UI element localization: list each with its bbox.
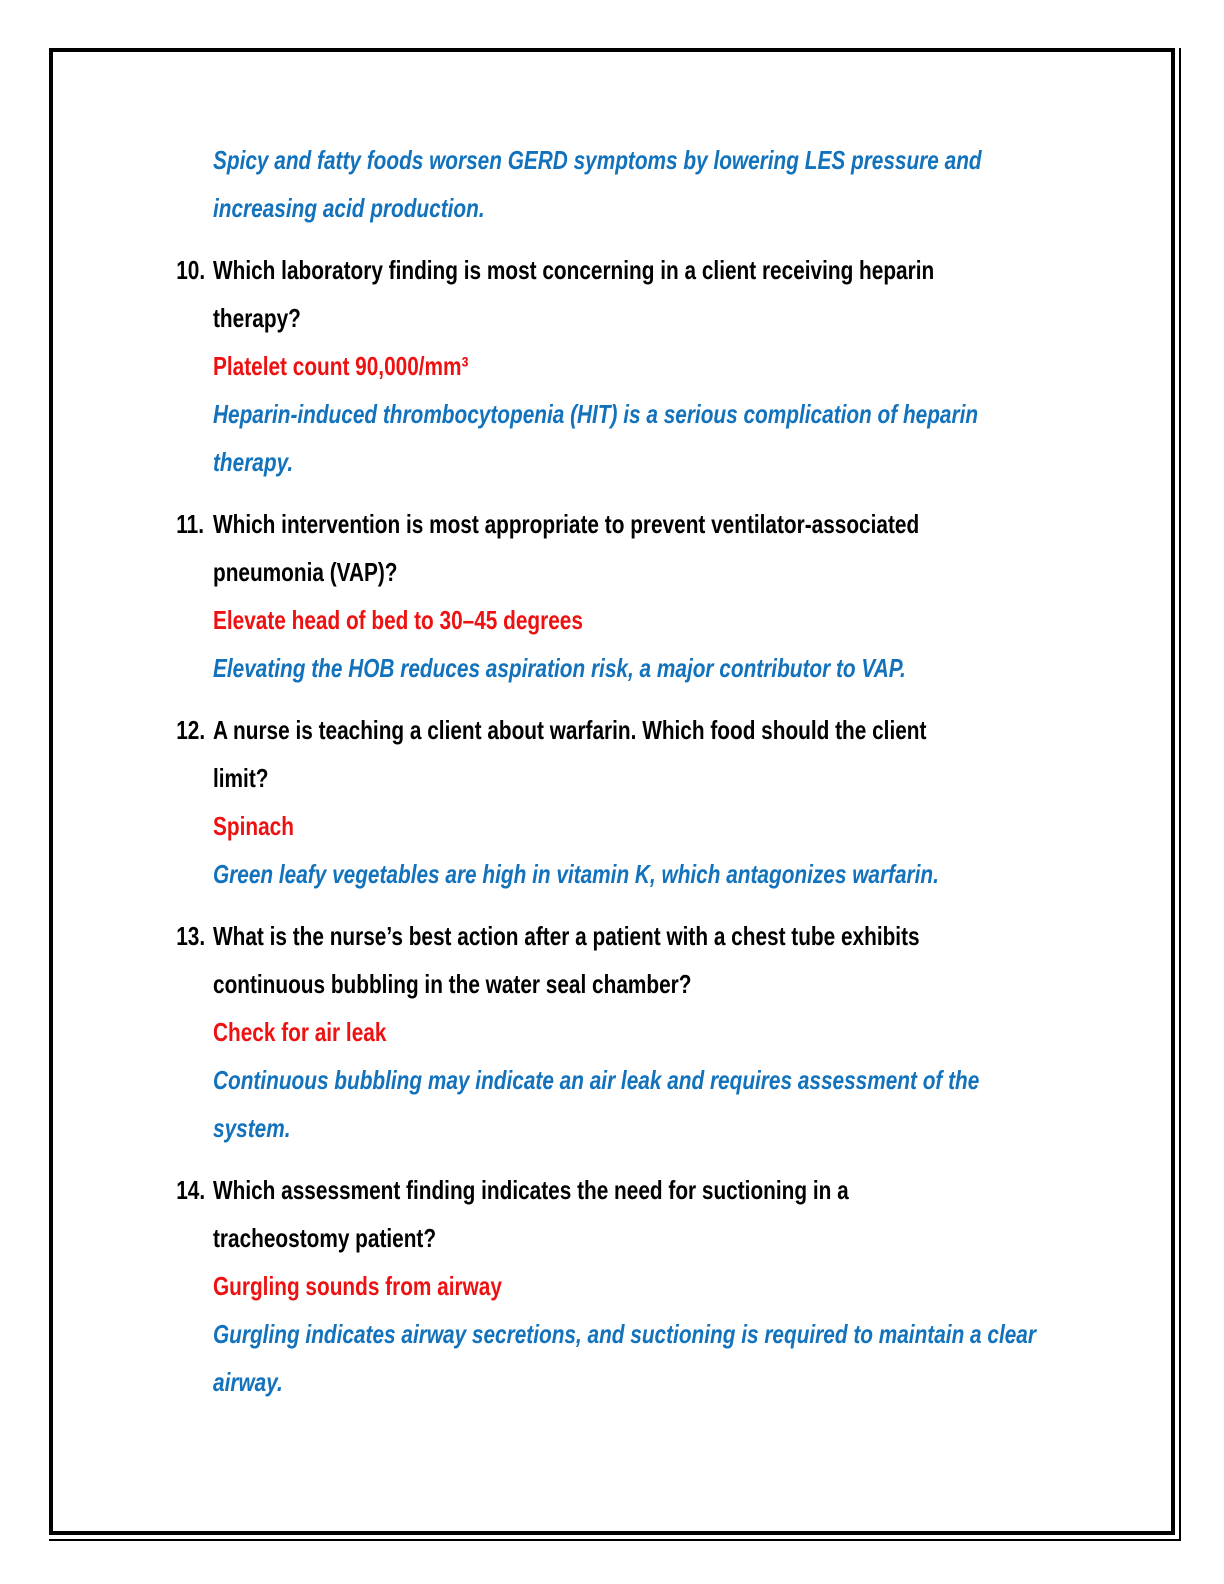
answer-line: Elevate head of bed to 30–45 degrees bbox=[213, 605, 583, 635]
question-line: limit? bbox=[213, 763, 269, 793]
question-text: Which laboratory finding is most concerning in a client receiving heparin bbox=[213, 255, 935, 285]
rationale-line: increasing acid production. bbox=[213, 193, 485, 223]
question-line bbox=[176, 706, 927, 754]
question-text: What is the nurse’s best action after a patient with a chest tube exhibits bbox=[213, 921, 920, 951]
answer-line: Platelet count 90,000/mm³ bbox=[213, 351, 469, 381]
question-text: A nurse is teaching a client about warfarin. Which food should the client bbox=[213, 715, 927, 745]
rationale-line: Spicy and fatty foods worsen GERD symptoms by lowering LES pressure and bbox=[213, 145, 982, 175]
question-number: 13. bbox=[176, 921, 206, 951]
question-line: tracheostomy patient? bbox=[213, 1223, 437, 1253]
question-number: 11. bbox=[176, 509, 204, 539]
answer-line: Spinach bbox=[213, 811, 294, 841]
question-block-14 bbox=[176, 1166, 1073, 1406]
rationale-line: Gurgling indicates airway secretions, and suctioning is required to maintain a clear bbox=[213, 1319, 1036, 1349]
question-line: pneumonia (VAP)? bbox=[213, 557, 398, 587]
question-block-11 bbox=[176, 500, 1073, 692]
rationale-line: Continuous bubbling may indicate an air leak and requires assessment of the bbox=[213, 1065, 980, 1095]
question-number: 12. bbox=[176, 715, 206, 745]
question-line: continuous bubbling in the water seal chamber? bbox=[213, 969, 692, 999]
rationale-line: system. bbox=[213, 1113, 291, 1143]
rationale-block bbox=[213, 136, 1073, 232]
question-block-12 bbox=[176, 706, 1073, 898]
rationale-line: airway. bbox=[213, 1367, 283, 1397]
rationale-line: Elevating the HOB reduces aspiration risk, a major contributor to VAP. bbox=[213, 653, 906, 683]
question-number: 14. bbox=[176, 1175, 206, 1205]
question-block-13 bbox=[176, 912, 1073, 1152]
answer-line: Gurgling sounds from airway bbox=[213, 1271, 502, 1301]
answer-line: Check for air leak bbox=[213, 1017, 387, 1047]
question-number: 10. bbox=[176, 255, 206, 285]
question-line bbox=[176, 246, 935, 294]
rationale-line: Green leafy vegetables are high in vitamin K, which antagonizes warfarin. bbox=[213, 859, 939, 889]
question-line bbox=[176, 1166, 901, 1214]
question-block-10 bbox=[176, 246, 1073, 486]
rationale-line: therapy. bbox=[213, 447, 294, 477]
document-content bbox=[176, 136, 1073, 1406]
question-line bbox=[176, 912, 920, 960]
question-line: therapy? bbox=[213, 303, 301, 333]
rationale-line: Heparin-induced thrombocytopenia (HIT) is a serious complication of heparin bbox=[213, 399, 979, 429]
question-text: Which assessment finding indicates the need for suctioning in a bbox=[213, 1175, 849, 1205]
question-line bbox=[176, 500, 920, 548]
question-text: Which intervention is most appropriate to prevent ventilator-associated bbox=[213, 509, 920, 539]
